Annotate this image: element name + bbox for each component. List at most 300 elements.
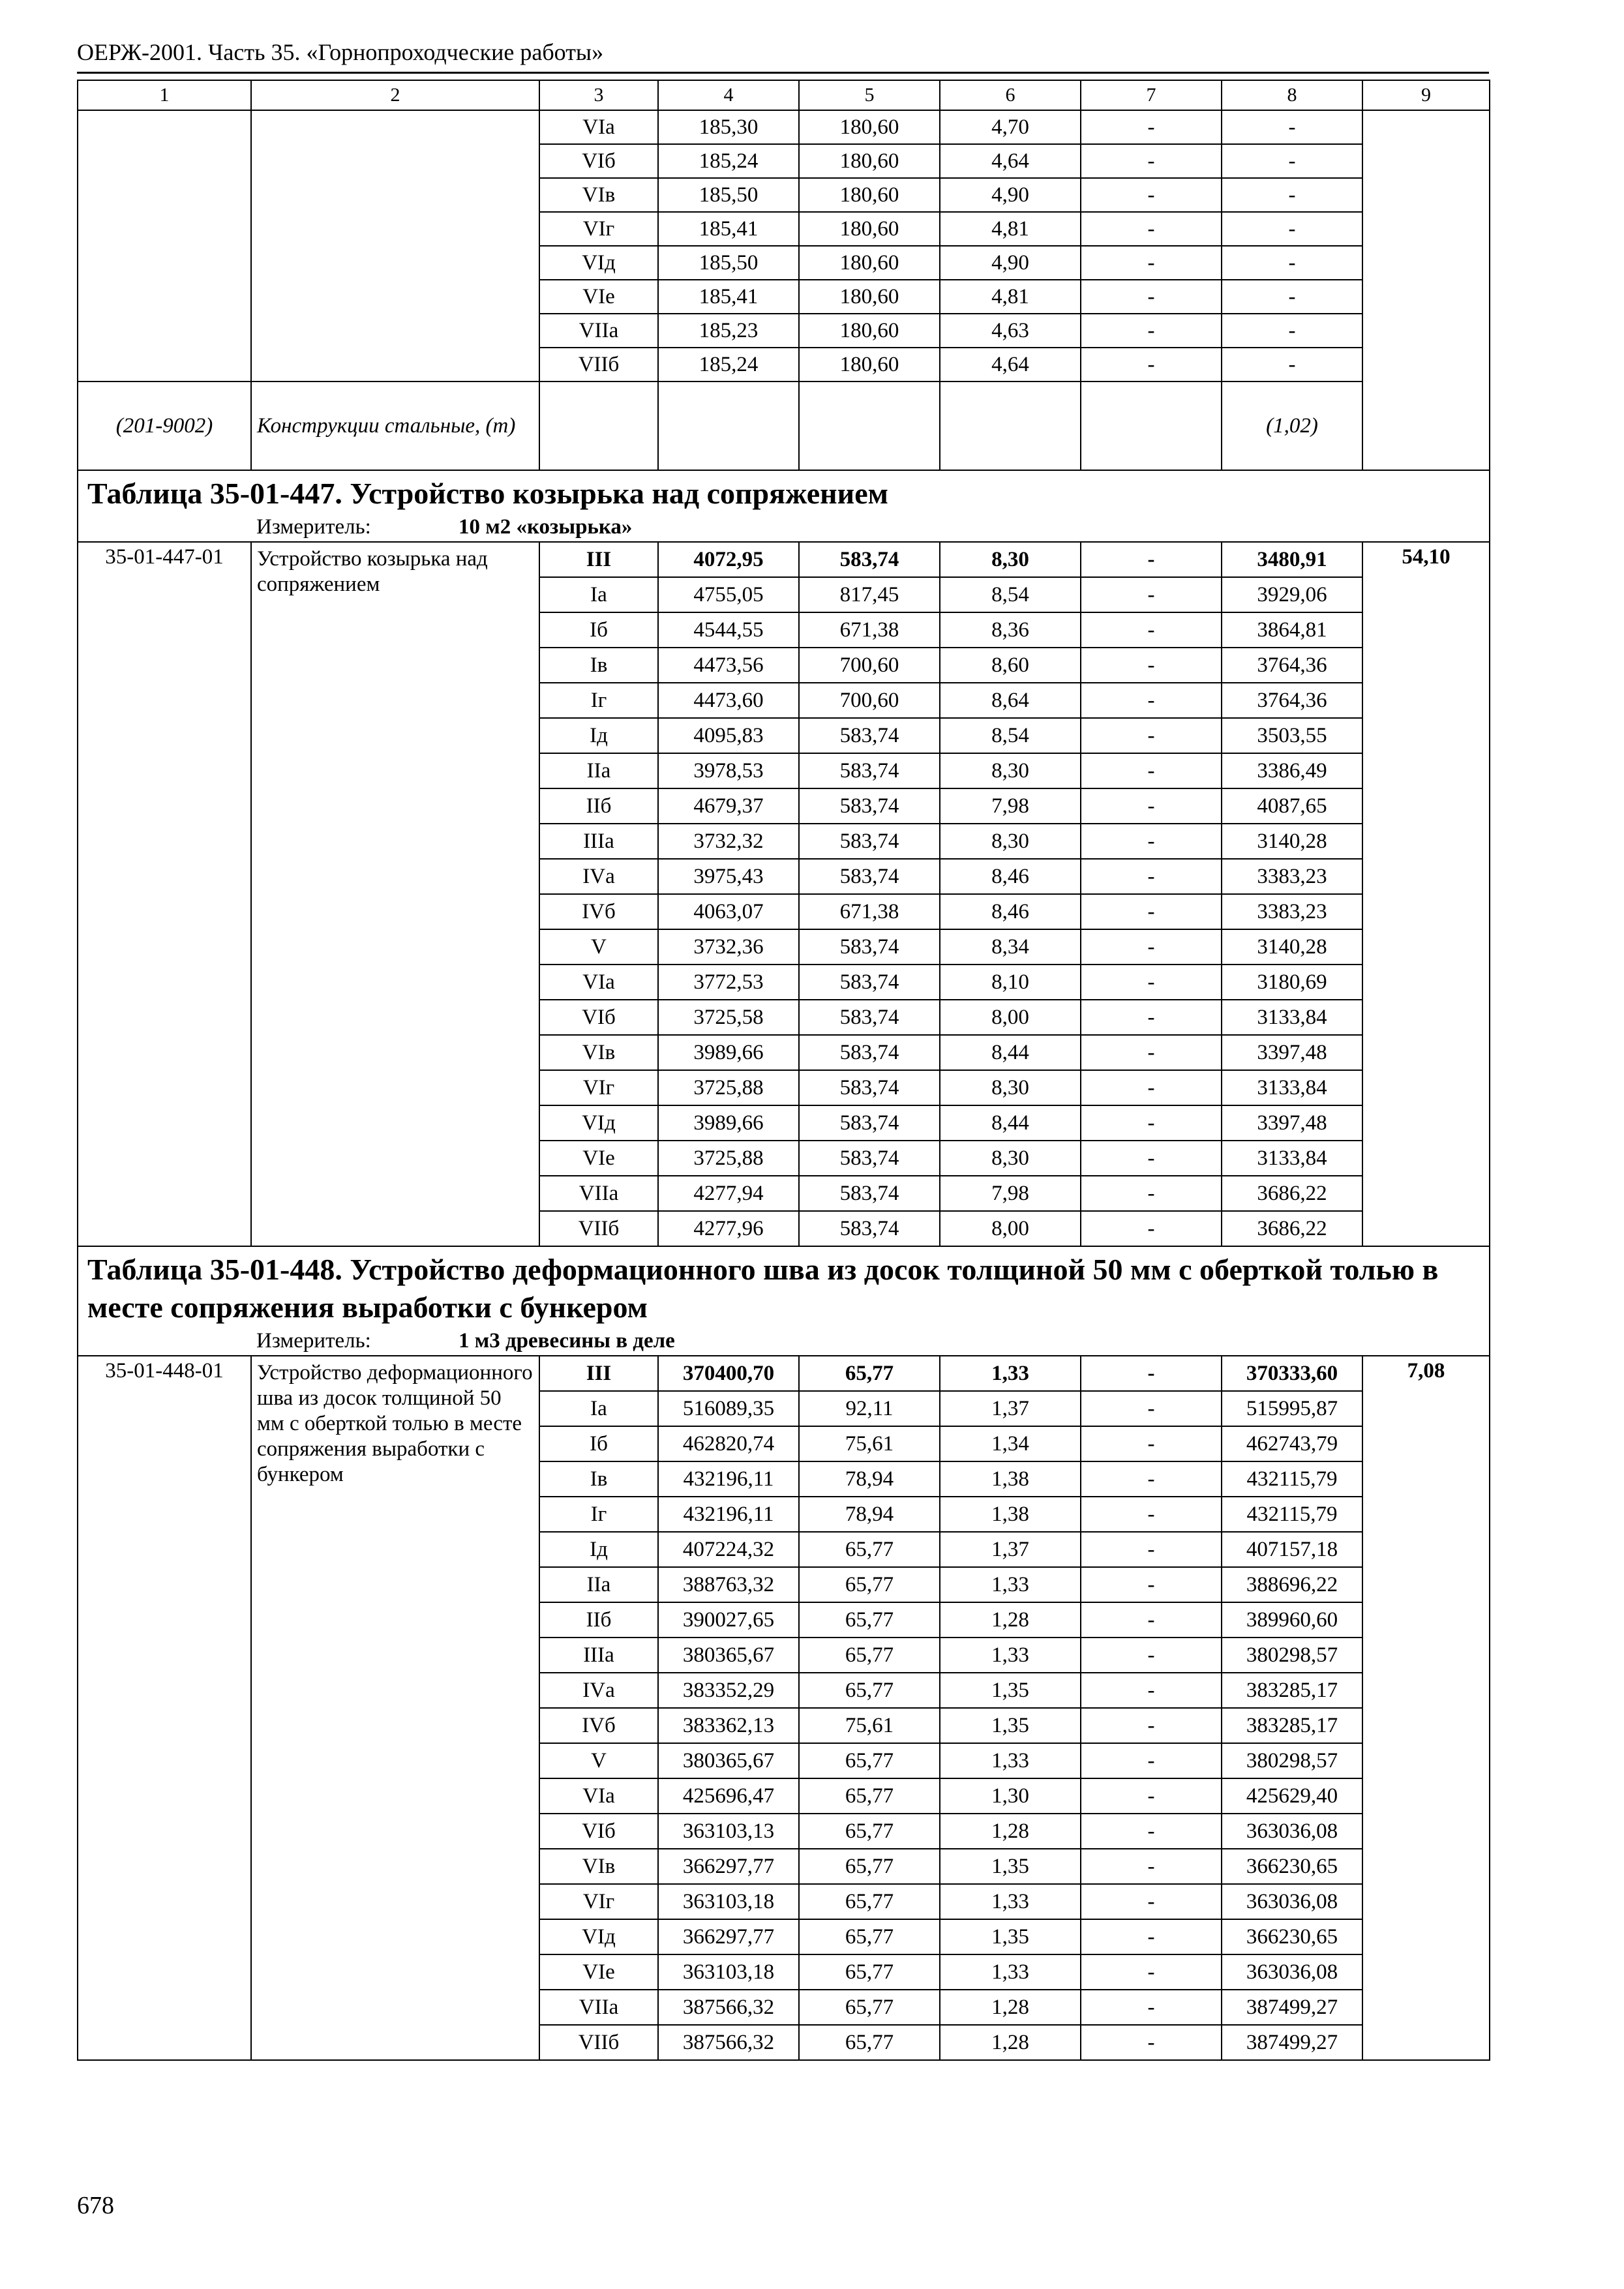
zone-cell: IIIа	[539, 1638, 658, 1673]
value-cell: 432115,79	[1222, 1461, 1362, 1497]
value-cell: -	[1222, 110, 1362, 144]
value-cell: 65,77	[799, 1602, 940, 1638]
value-cell: 1,28	[940, 1990, 1081, 2025]
value-cell: 1,38	[940, 1497, 1081, 1532]
value-cell: 185,50	[658, 178, 799, 212]
value-cell: 8,30	[940, 542, 1081, 577]
value-cell: 185,41	[658, 280, 799, 314]
value-cell: 1,37	[940, 1391, 1081, 1426]
value-cell: 3503,55	[1222, 718, 1362, 753]
column-number: 1	[78, 80, 251, 110]
value-cell: 700,60	[799, 648, 940, 683]
zone-cell: IVб	[539, 894, 658, 929]
value-cell: -	[1081, 1532, 1222, 1567]
resource-code: (201-9002)	[78, 382, 251, 470]
value-cell: 8,54	[940, 577, 1081, 612]
value-cell: 4755,05	[658, 577, 799, 612]
zone-cell: Iд	[539, 718, 658, 753]
value-cell: -	[1081, 1708, 1222, 1743]
page-number: 678	[77, 2192, 114, 2219]
value-cell: 583,74	[799, 1141, 940, 1176]
value-cell: 185,24	[658, 348, 799, 382]
value-cell: 388763,32	[658, 1567, 799, 1602]
item-code: 35-01-448-01	[78, 1356, 251, 2060]
zone-cell: VIIб	[539, 2025, 658, 2060]
value-cell: 363103,13	[658, 1814, 799, 1849]
value-cell: 3725,58	[658, 1000, 799, 1035]
value-cell: -	[1081, 718, 1222, 753]
measure-cell	[78, 1326, 1490, 1356]
value-cell: -	[1081, 1673, 1222, 1708]
value-cell: -	[1081, 1919, 1222, 1954]
value-cell: -	[1081, 577, 1222, 612]
value-cell: 65,77	[799, 1814, 940, 1849]
zone-cell: VIг	[539, 1884, 658, 1919]
zone-cell: VIг	[539, 1070, 658, 1105]
zone-cell: IVа	[539, 1673, 658, 1708]
zone-cell: III	[539, 542, 658, 577]
value-cell: 8,30	[940, 753, 1081, 788]
value-cell: 4473,56	[658, 648, 799, 683]
value-cell: -	[1081, 110, 1222, 144]
value-cell: 185,41	[658, 212, 799, 246]
value-cell: -	[1081, 1461, 1222, 1497]
value-cell: -	[1081, 246, 1222, 280]
value-cell: 65,77	[799, 1567, 940, 1602]
value-cell: 4,63	[940, 314, 1081, 348]
zone-cell: VIб	[539, 1000, 658, 1035]
value-cell: -	[1081, 2025, 1222, 2060]
zone-cell: VIд	[539, 246, 658, 280]
value-cell: 185,50	[658, 246, 799, 280]
value-cell: 1,35	[940, 1919, 1081, 1954]
value-cell: -	[1081, 1638, 1222, 1673]
value-cell: 180,60	[799, 144, 940, 178]
value-cell: 8,54	[940, 718, 1081, 753]
value-cell: 180,60	[799, 348, 940, 382]
zone-cell: VIе	[539, 280, 658, 314]
value-cell: 700,60	[799, 683, 940, 718]
value-cell: 387566,32	[658, 2025, 799, 2060]
zone-cell: IIа	[539, 1567, 658, 1602]
value-cell: -	[1222, 348, 1362, 382]
value-cell: 387499,27	[1222, 1990, 1362, 2025]
value-cell: 4544,55	[658, 612, 799, 648]
value-cell: 583,74	[799, 1070, 940, 1105]
value-cell: 4063,07	[658, 894, 799, 929]
value-cell: 7,98	[940, 788, 1081, 824]
value-cell: 8,36	[940, 612, 1081, 648]
value-cell: 8,00	[940, 1211, 1081, 1246]
value-cell: 65,77	[799, 1990, 940, 2025]
value-cell: 1,35	[940, 1673, 1081, 1708]
value-cell: 185,24	[658, 144, 799, 178]
zone-cell: Iб	[539, 1426, 658, 1461]
value-cell: -	[1081, 178, 1222, 212]
resource-row	[78, 382, 1490, 470]
value-cell: -	[1081, 1884, 1222, 1919]
zone-cell: Iг	[539, 683, 658, 718]
value-cell: 3864,81	[1222, 612, 1362, 648]
table-body	[78, 80, 1490, 2060]
table-title-row	[78, 470, 1490, 513]
zone-cell: VIа	[539, 965, 658, 1000]
value-cell: 383285,17	[1222, 1673, 1362, 1708]
zone-cell: VIб	[539, 1814, 658, 1849]
resource-name: Конструкции стальные, (т)	[251, 382, 539, 470]
value-cell: 3383,23	[1222, 894, 1362, 929]
value-cell: 65,77	[799, 1743, 940, 1778]
rates-table	[77, 80, 1490, 2061]
value-cell: 583,74	[799, 1211, 940, 1246]
value-cell: -	[1081, 280, 1222, 314]
zone-cell: V	[539, 1743, 658, 1778]
value-cell: -	[1222, 144, 1362, 178]
value-cell: 8,00	[940, 1000, 1081, 1035]
zone-cell: Iб	[539, 612, 658, 648]
zone-cell: Iв	[539, 1461, 658, 1497]
value-cell: 407157,18	[1222, 1532, 1362, 1567]
value-cell: 387499,27	[1222, 2025, 1362, 2060]
zone-cell: VIв	[539, 1849, 658, 1884]
value-cell: 3480,91	[1222, 542, 1362, 577]
value-cell: 3989,66	[658, 1035, 799, 1070]
value-cell: 65,77	[799, 1849, 940, 1884]
value-cell: 3686,22	[1222, 1211, 1362, 1246]
value-cell: 583,74	[799, 753, 940, 788]
name-cell-blank	[251, 110, 539, 382]
zone-cell: Iа	[539, 577, 658, 612]
value-cell: 78,94	[799, 1497, 940, 1532]
table-title: Таблица 35-01-448. Устройство деформационного шва из досок толщиной 50 мм с оберткой толью в месте сопряжения выработки с бункером	[78, 1246, 1490, 1326]
empty-cell	[658, 382, 799, 470]
value-cell: 583,74	[799, 542, 940, 577]
value-cell: 1,33	[940, 1567, 1081, 1602]
measure-cell	[78, 513, 1490, 542]
value-cell: 4,70	[940, 110, 1081, 144]
value-cell: 180,60	[799, 178, 940, 212]
value-cell: -	[1081, 965, 1222, 1000]
value-cell: 78,94	[799, 1461, 940, 1497]
value-cell: 366230,65	[1222, 1849, 1362, 1884]
value-cell: 8,44	[940, 1035, 1081, 1070]
value-cell: 185,23	[658, 314, 799, 348]
zone-cell: VIIа	[539, 314, 658, 348]
value-cell: 8,30	[940, 824, 1081, 859]
value-cell: 363036,08	[1222, 1884, 1362, 1919]
value-cell: 3383,23	[1222, 859, 1362, 894]
value-cell: -	[1222, 280, 1362, 314]
col9-value: 54,10	[1362, 542, 1490, 1246]
value-cell: -	[1081, 753, 1222, 788]
value-cell: -	[1081, 1426, 1222, 1461]
value-cell: -	[1081, 1141, 1222, 1176]
value-cell: 8,64	[940, 683, 1081, 718]
value-cell: 383352,29	[658, 1673, 799, 1708]
value-cell: 8,44	[940, 1105, 1081, 1141]
measure-row	[78, 1326, 1490, 1356]
zone-cell: VIIб	[539, 1211, 658, 1246]
value-cell: 1,28	[940, 1814, 1081, 1849]
zone-cell: VIе	[539, 1141, 658, 1176]
value-cell: 432196,11	[658, 1461, 799, 1497]
value-cell: 180,60	[799, 246, 940, 280]
value-cell: 65,77	[799, 1778, 940, 1814]
value-cell: 8,30	[940, 1141, 1081, 1176]
value-cell: 8,34	[940, 929, 1081, 965]
value-cell: 185,30	[658, 110, 799, 144]
value-cell: 432115,79	[1222, 1497, 1362, 1532]
value-cell: 180,60	[799, 314, 940, 348]
value-cell: 366230,65	[1222, 1919, 1362, 1954]
column-number-row	[78, 80, 1490, 110]
value-cell: 65,77	[799, 1638, 940, 1673]
zone-cell: V	[539, 929, 658, 965]
value-cell: 3180,69	[1222, 965, 1362, 1000]
value-cell: 3686,22	[1222, 1176, 1362, 1211]
value-cell: -	[1222, 178, 1362, 212]
value-cell: 4,81	[940, 212, 1081, 246]
column-number: 4	[658, 80, 799, 110]
value-cell: 363036,08	[1222, 1814, 1362, 1849]
value-cell: 4,90	[940, 178, 1081, 212]
value-cell: 389960,60	[1222, 1602, 1362, 1638]
value-cell: 4277,94	[658, 1176, 799, 1211]
value-cell: 4,90	[940, 246, 1081, 280]
zone-cell: VIд	[539, 1919, 658, 1954]
zone-cell: VIб	[539, 144, 658, 178]
value-cell: 8,10	[940, 965, 1081, 1000]
value-cell: 4,81	[940, 280, 1081, 314]
value-cell: -	[1081, 1356, 1222, 1391]
value-cell: -	[1081, 1849, 1222, 1884]
zone-cell: VIд	[539, 1105, 658, 1141]
value-cell: 3133,84	[1222, 1141, 1362, 1176]
value-cell: 4,64	[940, 348, 1081, 382]
value-cell: 180,60	[799, 280, 940, 314]
value-cell: 583,74	[799, 1176, 940, 1211]
zone-cell: Iв	[539, 648, 658, 683]
value-cell: -	[1081, 824, 1222, 859]
value-cell: -	[1081, 542, 1222, 577]
value-cell: 583,74	[799, 824, 940, 859]
value-cell: 8,46	[940, 894, 1081, 929]
value-cell: 387566,32	[658, 1990, 799, 2025]
value-cell: 1,37	[940, 1532, 1081, 1567]
value-cell: 65,77	[799, 1532, 940, 1567]
value-cell: 3989,66	[658, 1105, 799, 1141]
zone-cell: VIг	[539, 212, 658, 246]
zone-cell: VIа	[539, 1778, 658, 1814]
value-cell: 1,33	[940, 1954, 1081, 1990]
measure-label: Измеритель:	[256, 1328, 371, 1353]
resource-value: (1,02)	[1222, 382, 1362, 470]
value-cell: 3386,49	[1222, 753, 1362, 788]
value-cell: 3133,84	[1222, 1000, 1362, 1035]
value-cell: 380365,67	[658, 1638, 799, 1673]
zone-cell: VIв	[539, 1035, 658, 1070]
value-cell: 180,60	[799, 212, 940, 246]
value-cell: 3140,28	[1222, 824, 1362, 859]
value-cell: 75,61	[799, 1708, 940, 1743]
value-cell: 583,74	[799, 929, 940, 965]
value-cell: 3772,53	[658, 965, 799, 1000]
value-cell: 1,38	[940, 1461, 1081, 1497]
value-cell: 380298,57	[1222, 1743, 1362, 1778]
value-cell: 366297,77	[658, 1919, 799, 1954]
value-cell: 425696,47	[658, 1778, 799, 1814]
value-cell: -	[1081, 1176, 1222, 1211]
value-cell: -	[1081, 1778, 1222, 1814]
value-cell: -	[1081, 683, 1222, 718]
value-cell: 432196,11	[658, 1497, 799, 1532]
value-cell: 3397,48	[1222, 1035, 1362, 1070]
value-cell: 7,98	[940, 1176, 1081, 1211]
zone-cell: VIе	[539, 1954, 658, 1990]
zone-cell: VIа	[539, 110, 658, 144]
zone-cell: IIб	[539, 1602, 658, 1638]
value-cell: -	[1081, 212, 1222, 246]
value-cell: 583,74	[799, 1000, 940, 1035]
column-number: 3	[539, 80, 658, 110]
value-cell: -	[1081, 1035, 1222, 1070]
value-cell: 1,33	[940, 1638, 1081, 1673]
empty-cell	[539, 382, 658, 470]
zone-cell: VIIа	[539, 1176, 658, 1211]
empty-cell	[1081, 382, 1222, 470]
value-cell: 363103,18	[658, 1954, 799, 1990]
item-name: Устройство деформационного шва из досок толщиной 50 мм с оберткой толью в месте сопряжения выработки с бункером	[251, 1356, 539, 2060]
value-cell: 817,45	[799, 577, 940, 612]
value-cell: 583,74	[799, 788, 940, 824]
running-header: ОЕРЖ-2001. Часть 35. «Горнопроходческие работы»	[77, 39, 604, 65]
value-cell: 3975,43	[658, 859, 799, 894]
empty-cell	[940, 382, 1081, 470]
measure-value: 10 м2 «козырька»	[459, 515, 633, 539]
value-cell: 583,74	[799, 859, 940, 894]
value-cell: 180,60	[799, 110, 940, 144]
value-cell: -	[1081, 314, 1222, 348]
value-cell: 4679,37	[658, 788, 799, 824]
value-cell: 8,30	[940, 1070, 1081, 1105]
table-row	[78, 110, 1490, 144]
value-cell: 1,33	[940, 1356, 1081, 1391]
value-cell: -	[1081, 1567, 1222, 1602]
value-cell: 3978,53	[658, 753, 799, 788]
zone-cell: IVб	[539, 1708, 658, 1743]
column-number: 6	[940, 80, 1081, 110]
value-cell: 671,38	[799, 612, 940, 648]
value-cell: 1,30	[940, 1778, 1081, 1814]
zone-cell: Iг	[539, 1497, 658, 1532]
value-cell: 3133,84	[1222, 1070, 1362, 1105]
value-cell: 65,77	[799, 1884, 940, 1919]
value-cell: 65,77	[799, 1954, 940, 1990]
column-number: 7	[1081, 80, 1222, 110]
value-cell: 380365,67	[658, 1743, 799, 1778]
value-cell: -	[1081, 348, 1222, 382]
header-rule	[77, 72, 1489, 74]
value-cell: -	[1081, 1070, 1222, 1105]
value-cell: -	[1081, 1211, 1222, 1246]
value-cell: 3929,06	[1222, 577, 1362, 612]
value-cell: -	[1081, 144, 1222, 178]
value-cell: 388696,22	[1222, 1567, 1362, 1602]
zone-cell: IIб	[539, 788, 658, 824]
value-cell: -	[1081, 1000, 1222, 1035]
value-cell: 366297,77	[658, 1849, 799, 1884]
value-cell: 4087,65	[1222, 788, 1362, 824]
measure-value: 1 м3 древесины в деле	[459, 1328, 675, 1353]
item-code: 35-01-447-01	[78, 542, 251, 1246]
zone-cell: Iд	[539, 1532, 658, 1567]
measure-row	[78, 513, 1490, 542]
value-cell: -	[1081, 1602, 1222, 1638]
table-title-row	[78, 1246, 1490, 1326]
measure-label: Измеритель:	[256, 515, 371, 539]
value-cell: 390027,65	[658, 1602, 799, 1638]
zone-cell: VIв	[539, 178, 658, 212]
value-cell: 407224,32	[658, 1532, 799, 1567]
value-cell: 65,77	[799, 1673, 940, 1708]
value-cell: 1,34	[940, 1426, 1081, 1461]
value-cell: -	[1081, 612, 1222, 648]
value-cell: 1,28	[940, 2025, 1081, 2060]
value-cell: 8,46	[940, 859, 1081, 894]
value-cell: 583,74	[799, 1035, 940, 1070]
value-cell: 3140,28	[1222, 929, 1362, 965]
zone-cell: III	[539, 1356, 658, 1391]
code-cell-blank	[78, 110, 251, 382]
value-cell: 4095,83	[658, 718, 799, 753]
value-cell: 1,33	[940, 1884, 1081, 1919]
zone-cell: VIIа	[539, 1990, 658, 2025]
value-cell: 370333,60	[1222, 1356, 1362, 1391]
value-cell: 3764,36	[1222, 648, 1362, 683]
column-number: 8	[1222, 80, 1362, 110]
zone-cell: Iа	[539, 1391, 658, 1426]
value-cell: 4277,96	[658, 1211, 799, 1246]
value-cell: 583,74	[799, 718, 940, 753]
column-number: 5	[799, 80, 940, 110]
zone-cell: IIIа	[539, 824, 658, 859]
table-row	[78, 542, 1490, 577]
value-cell: 383362,13	[658, 1708, 799, 1743]
value-cell: -	[1081, 1954, 1222, 1990]
zone-cell: VIIб	[539, 348, 658, 382]
col9-cell-blank	[1362, 110, 1490, 470]
value-cell: 65,77	[799, 2025, 940, 2060]
value-cell: -	[1081, 929, 1222, 965]
value-cell: 370400,70	[658, 1356, 799, 1391]
value-cell: 4473,60	[658, 683, 799, 718]
value-cell: 671,38	[799, 894, 940, 929]
value-cell: 3732,36	[658, 929, 799, 965]
zone-cell: IIа	[539, 753, 658, 788]
value-cell: 3764,36	[1222, 683, 1362, 718]
value-cell: 462820,74	[658, 1426, 799, 1461]
item-name: Устройство козырька над сопряжением	[251, 542, 539, 1246]
value-cell: 3397,48	[1222, 1105, 1362, 1141]
value-cell: -	[1081, 648, 1222, 683]
value-cell: -	[1222, 212, 1362, 246]
value-cell: 583,74	[799, 1105, 940, 1141]
value-cell: -	[1222, 314, 1362, 348]
value-cell: -	[1081, 1391, 1222, 1426]
value-cell: 583,74	[799, 965, 940, 1000]
value-cell: 1,33	[940, 1743, 1081, 1778]
value-cell: 363103,18	[658, 1884, 799, 1919]
